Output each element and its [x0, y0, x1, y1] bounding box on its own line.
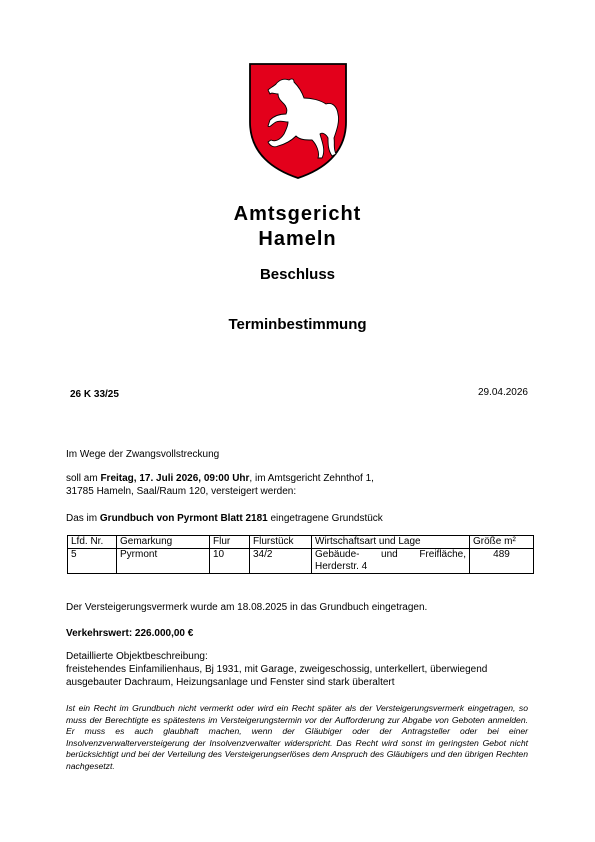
description-text: freistehendes Einfamilienhaus, Bj 1931, mit Garage, zweigeschossig, unterkellert, überwiegend ausgebauter Dachraum, Heizungsanlage und Fenster sind stark überaltert	[66, 664, 488, 688]
schedule-text	[66, 472, 528, 498]
register-suffix: eingetragene Grundstück	[267, 513, 383, 524]
register-prefix: Das im	[66, 513, 100, 524]
cell-wirtschaftsart	[312, 549, 470, 574]
cell-gemarkung: Pyrmont	[117, 549, 210, 574]
schedule-prefix: soll am	[66, 473, 101, 484]
col-header-gemarkung: Gemarkung	[117, 536, 210, 549]
table-header-row	[68, 536, 534, 549]
case-number: 26 K 33/25	[70, 389, 119, 400]
description-label: Detaillierte Objektbeschreibung:	[66, 651, 208, 662]
court-name: Amtsgericht	[233, 203, 362, 225]
property-table	[67, 535, 534, 574]
schedule-location: , im Amtsgericht Zehnthof 1,	[249, 473, 374, 484]
col-header-lfd-nr: Lfd. Nr.	[68, 536, 117, 549]
court-city: Hameln	[258, 228, 337, 250]
cell-groesse: 489	[470, 549, 534, 574]
cell-lfd-nr: 5	[68, 549, 117, 574]
lower-saxony-coat-of-arms-icon	[248, 62, 348, 180]
col-header-flurstueck: Flurstück	[250, 536, 312, 549]
land-register-text	[66, 512, 528, 525]
document-date: 29.04.2026	[477, 387, 528, 398]
col-header-flur: Flur	[210, 536, 250, 549]
legal-notice: Ist ein Recht im Grundbuch nicht vermerkt oder wird ein Recht später als der Versteigerungsvermerk eingetragen, so muss der Berechtigte es spätestens im Versteigerungstermin vor der Aufforderung zur Abgabe von Geboten anmelden. Er muss es auch glaubhaft machen, wenn der Gläubiger oder der Antragsteller oder bei einer Insolvenzverwalterversteigerung der Insolvenzverwalter widerspricht. Das Recht wird sonst im geringsten Gebot nicht berücksichtigt und bei der Verteilung des Versteigerungserlöses dem Anspruch des Gläubigers und den übrigen Rechten nachgesetzt.	[66, 703, 528, 771]
document-subtitle: Terminbestimmung	[228, 316, 367, 333]
col-header-wirtschaftsart: Wirtschaftsart und Lage	[312, 536, 470, 549]
schedule-address: 31785 Hameln, Saal/Raum 120, versteigert werden:	[66, 486, 297, 497]
cell-flur: 10	[210, 549, 250, 574]
table-row	[68, 549, 534, 574]
register-remark: Der Versteigerungsvermerk wurde am 18.08.2025 in das Grundbuch eingetragen.	[66, 602, 428, 613]
col-header-groesse: Größe m²	[470, 536, 534, 549]
intro-text: Im Wege der Zwangsvollstreckung	[66, 449, 220, 460]
register-reference: Grundbuch von Pyrmont Blatt 2181	[99, 513, 268, 524]
cell-wirtschaftsart-line1: Gebäude- und Freifläche,	[315, 549, 466, 560]
cell-wirtschaftsart-line2: Herderstr. 4	[315, 561, 368, 572]
document-type: Beschluss	[259, 266, 336, 283]
market-value: Verkehrswert: 226.000,00 €	[66, 628, 194, 639]
cell-flurstueck: 34/2	[250, 549, 312, 574]
schedule-datetime: Freitag, 17. Juli 2026, 09:00 Uhr	[100, 473, 250, 484]
